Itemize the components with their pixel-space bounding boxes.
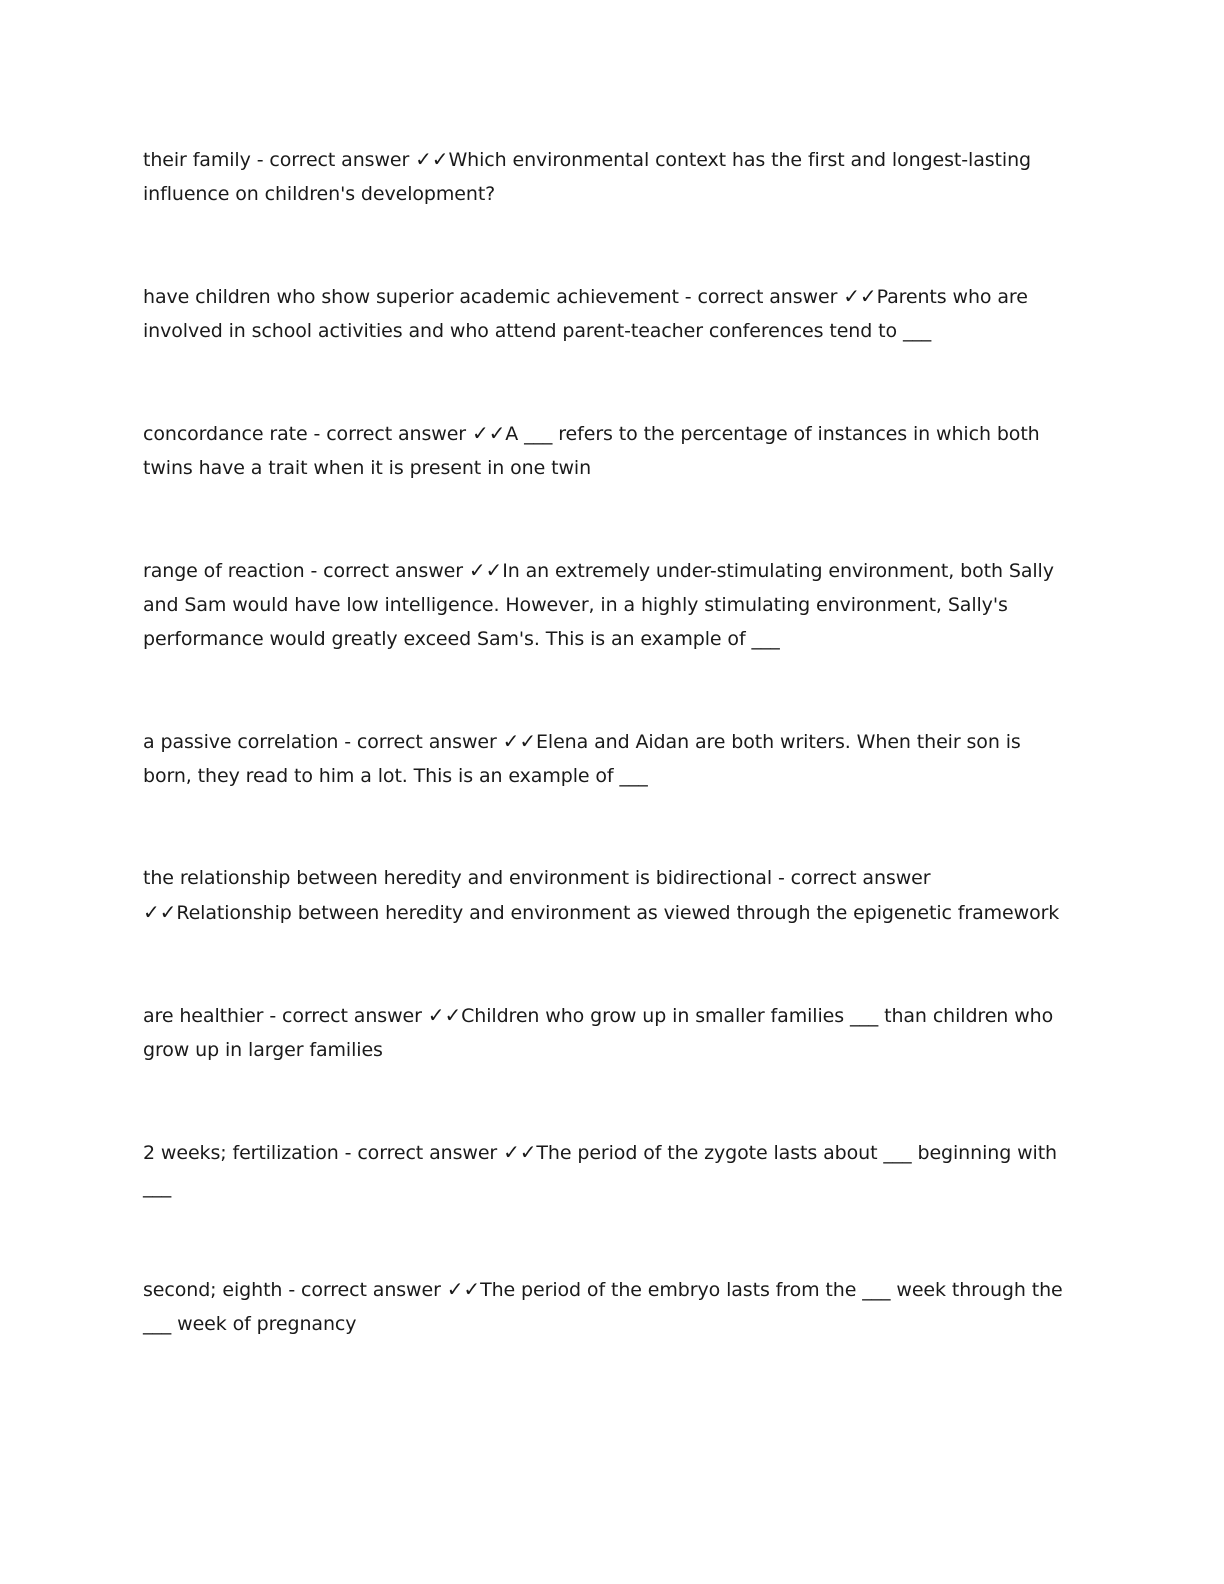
answer-text: a passive correlation <box>143 731 339 753</box>
qa-item <box>143 1135 1073 1204</box>
answer-text: 2 weeks; fertilization <box>143 1142 339 1164</box>
answer-text: have children who show superior academic achievement <box>143 286 679 308</box>
check-icon: ✓✓ <box>502 729 536 753</box>
separator-text: - correct answer <box>250 149 416 171</box>
question-text: Which environmental context has the first and longest-lasting influence on children's development? <box>143 149 1031 205</box>
question-text: The period of the zygote lasts about ___ beginning with ___ <box>143 1142 1057 1198</box>
separator-text: - correct answer <box>263 1005 428 1027</box>
qa-list <box>143 142 1073 1409</box>
qa-item <box>143 142 1073 211</box>
check-icon: ✓✓ <box>503 1140 537 1164</box>
question-text: Children who grow up in smaller families ___ than children who grow up in larger families <box>143 1005 1054 1061</box>
question-text: Elena and Aidan are both writers. When their son is born, they read to him a lot. This is an example of ___ <box>143 731 1021 787</box>
question-text: Relationship between heredity and environment as viewed through the epigenetic framework <box>176 902 1060 924</box>
answer-text: concordance rate <box>143 423 308 445</box>
question-text: The period of the embryo lasts from the ___ week through the ___ week of pregnancy <box>143 1279 1063 1335</box>
separator-text: - correct answer <box>678 286 844 308</box>
check-icon: ✓✓ <box>471 421 506 445</box>
check-icon: ✓✓ <box>446 1277 481 1301</box>
qa-item <box>143 279 1073 348</box>
check-icon: ✓✓ <box>427 1003 462 1027</box>
separator-text: - correct answer <box>338 1142 504 1164</box>
question-text: Parents who are involved in school activities and who attend parent-teacher conferences tend to ___ <box>143 286 1028 342</box>
check-icon: ✓✓ <box>843 284 877 308</box>
check-icon: ✓✓ <box>468 558 503 582</box>
answer-text: their family <box>143 149 251 171</box>
answer-text: second; eighth <box>143 1279 283 1301</box>
check-icon: ✓✓ <box>415 147 449 171</box>
answer-text: range of reaction <box>143 560 305 582</box>
qa-item <box>143 998 1073 1067</box>
answer-text: the relationship between heredity and environment is bidirectional <box>143 867 773 889</box>
qa-item <box>143 416 1073 485</box>
qa-item <box>143 861 1073 930</box>
answer-text: are healthier <box>143 1005 264 1027</box>
question-text: A ___ refers to the percentage of instances in which both twins have a trait when it is present in one twin <box>143 423 1040 479</box>
separator-text: - correct answer <box>304 560 469 582</box>
separator-text: - correct answer <box>307 423 472 445</box>
qa-item <box>143 1272 1073 1341</box>
separator-text: - correct answer <box>282 1279 447 1301</box>
question-text: In an extremely under-stimulating environment, both Sally and Sam would have low intelligence. However, in a highly stimulating environment, Sally's performance would greatly exceed Sam's. This is an example of ___ <box>143 560 1054 650</box>
qa-item <box>143 553 1073 656</box>
separator-text: - correct answer <box>338 731 503 753</box>
separator-text: - correct answer <box>772 867 931 889</box>
check-icon: ✓✓ <box>143 900 177 924</box>
qa-item <box>143 724 1073 793</box>
